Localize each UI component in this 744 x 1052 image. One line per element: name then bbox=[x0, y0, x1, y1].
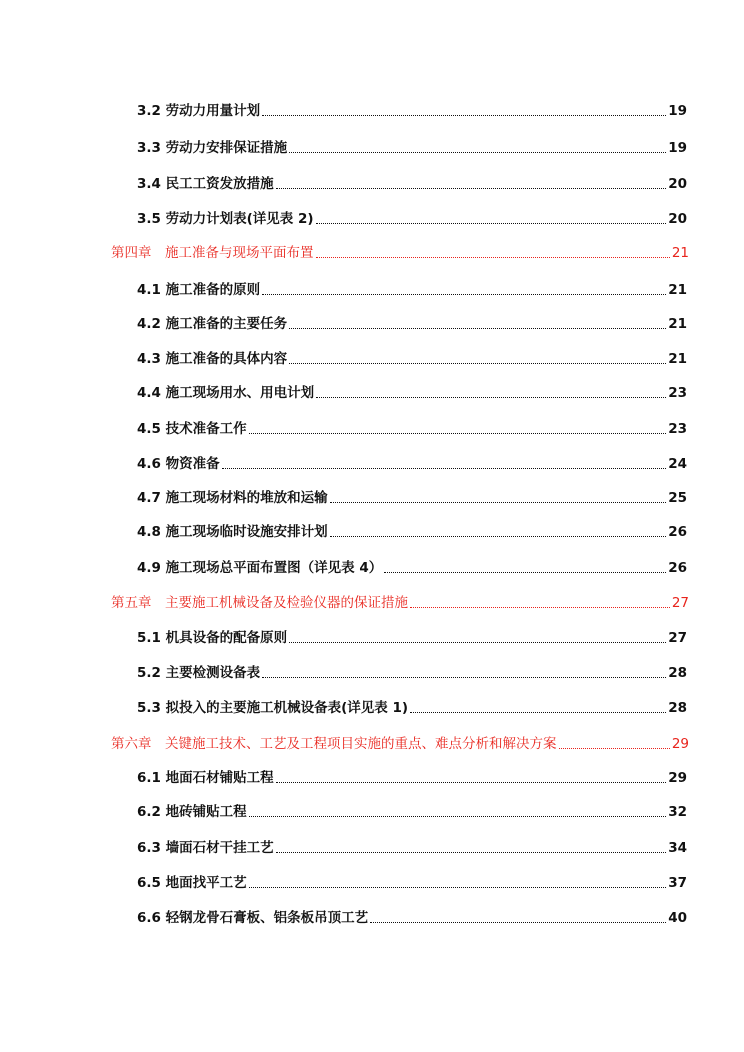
dot-leader bbox=[410, 607, 670, 608]
toc-entry-page: 28 bbox=[668, 665, 687, 681]
dot-leader bbox=[276, 188, 667, 189]
toc-entry[interactable] bbox=[137, 209, 687, 229]
toc-entry-title: 3.5 劳动力计划表(详见表 2) bbox=[137, 211, 314, 227]
dot-leader bbox=[330, 502, 667, 503]
toc-entry-page: 27 bbox=[668, 630, 687, 646]
toc-entry-title: 4.6 物资准备 bbox=[137, 456, 220, 472]
toc-entry[interactable] bbox=[137, 174, 687, 194]
toc-entry[interactable] bbox=[137, 280, 687, 300]
toc-entry[interactable] bbox=[137, 522, 687, 542]
dot-leader bbox=[276, 782, 667, 783]
toc-entry-page: 37 bbox=[668, 875, 687, 891]
toc-entry-page: 29 bbox=[671, 736, 689, 752]
dot-leader bbox=[316, 397, 666, 398]
toc-entry-page: 32 bbox=[668, 804, 687, 820]
dot-leader bbox=[330, 536, 667, 537]
dot-leader bbox=[276, 852, 667, 853]
toc-entry-page: 27 bbox=[671, 595, 689, 611]
toc-entry[interactable] bbox=[137, 698, 687, 718]
dot-leader bbox=[249, 887, 667, 888]
dot-leader bbox=[316, 223, 667, 224]
toc-entry[interactable] bbox=[137, 838, 687, 858]
toc-entry-page: 19 bbox=[668, 140, 687, 156]
dot-leader bbox=[370, 922, 666, 923]
toc-entry-page: 26 bbox=[668, 524, 687, 540]
toc-entry-page: 26 bbox=[668, 560, 687, 576]
toc-entry-page: 34 bbox=[668, 840, 687, 856]
toc-entry[interactable] bbox=[137, 663, 687, 683]
dot-leader bbox=[289, 363, 666, 364]
toc-chapter-entry[interactable] bbox=[111, 593, 689, 613]
toc-entry[interactable] bbox=[137, 768, 687, 788]
toc-entry[interactable] bbox=[137, 873, 687, 893]
toc-entry-page: 21 bbox=[671, 245, 689, 261]
toc-entry-page: 21 bbox=[668, 316, 687, 332]
toc-entry-page: 21 bbox=[668, 351, 687, 367]
toc-chapter-entry[interactable] bbox=[111, 243, 689, 263]
toc-entry-title: 3.4 民工工资发放措施 bbox=[137, 176, 274, 192]
dot-leader bbox=[289, 642, 666, 643]
toc-entry-title: 4.3 施工准备的具体内容 bbox=[137, 351, 288, 367]
toc-entry-page: 23 bbox=[668, 385, 687, 401]
toc-entry-title: 4.2 施工准备的主要任务 bbox=[137, 316, 288, 332]
toc-entry-title: 4.5 技术准备工作 bbox=[137, 421, 247, 437]
toc-entry[interactable] bbox=[137, 101, 687, 121]
toc-chapter-entry[interactable] bbox=[111, 734, 689, 754]
dot-leader bbox=[410, 712, 666, 713]
toc-entry-page: 25 bbox=[668, 490, 687, 506]
toc-entry-title: 3.2 劳动力用量计划 bbox=[137, 103, 261, 119]
toc-chapter-title: 第六章 关键施工技术、工艺及工程项目实施的重点、难点分析和解决方案 bbox=[111, 736, 557, 752]
toc-entry[interactable] bbox=[137, 908, 687, 928]
toc-entry-page: 21 bbox=[668, 282, 687, 298]
toc-entry[interactable] bbox=[137, 349, 687, 369]
toc-entry-title: 4.8 施工现场临时设施安排计划 bbox=[137, 524, 328, 540]
toc-entry-title: 6.6 轻钢龙骨石膏板、铝条板吊顶工艺 bbox=[137, 910, 369, 926]
toc-entry-page: 20 bbox=[668, 211, 687, 227]
toc-entry[interactable] bbox=[137, 454, 687, 474]
toc-entry-title: 5.3 拟投入的主要施工机械设备表(详见表 1) bbox=[137, 700, 409, 716]
dot-leader bbox=[249, 816, 667, 817]
dot-leader bbox=[262, 115, 666, 116]
toc-entry[interactable] bbox=[137, 419, 687, 439]
toc-entry-title: 5.2 主要检测设备表 bbox=[137, 665, 261, 681]
toc-entry-title: 4.1 施工准备的原则 bbox=[137, 282, 261, 298]
toc-entry-title: 3.3 劳动力安排保证措施 bbox=[137, 140, 288, 156]
toc-entry-page: 40 bbox=[668, 910, 687, 926]
toc-entry[interactable] bbox=[137, 314, 687, 334]
toc-entry-page: 28 bbox=[668, 700, 687, 716]
toc-entry[interactable] bbox=[137, 558, 687, 578]
toc-entry[interactable] bbox=[137, 138, 687, 158]
dot-leader bbox=[559, 748, 670, 749]
dot-leader bbox=[222, 468, 667, 469]
toc-chapter-title: 第四章 施工准备与现场平面布置 bbox=[111, 245, 314, 261]
dot-leader bbox=[262, 677, 666, 678]
dot-leader bbox=[262, 294, 666, 295]
toc-entry-page: 20 bbox=[668, 176, 687, 192]
toc-entry-title: 4.7 施工现场材料的堆放和运输 bbox=[137, 490, 328, 506]
toc-entry[interactable] bbox=[137, 383, 687, 403]
dot-leader bbox=[289, 152, 666, 153]
toc-entry[interactable] bbox=[137, 628, 687, 648]
toc-chapter-title: 第五章 主要施工机械设备及检验仪器的保证措施 bbox=[111, 595, 408, 611]
toc-entry-title: 4.4 施工现场用水、用电计划 bbox=[137, 385, 315, 401]
dot-leader bbox=[249, 433, 667, 434]
dot-leader bbox=[316, 257, 670, 258]
toc-entry-title: 6.5 地面找平工艺 bbox=[137, 875, 247, 891]
dot-leader bbox=[384, 572, 666, 573]
toc-entry-page: 29 bbox=[668, 770, 687, 786]
toc-entry-title: 6.1 地面石材铺贴工程 bbox=[137, 770, 274, 786]
toc-entry-title: 4.9 施工现场总平面布置图（详见表 4） bbox=[137, 560, 383, 576]
toc-entry-title: 6.2 地砖铺贴工程 bbox=[137, 804, 247, 820]
toc-entry-page: 19 bbox=[668, 103, 687, 119]
dot-leader bbox=[289, 328, 666, 329]
toc-entry-page: 24 bbox=[668, 456, 687, 472]
toc-entry-title: 6.3 墙面石材干挂工艺 bbox=[137, 840, 274, 856]
toc-entry[interactable] bbox=[137, 488, 687, 508]
toc-entry-page: 23 bbox=[668, 421, 687, 437]
toc-entry-title: 5.1 机具设备的配备原则 bbox=[137, 630, 288, 646]
toc-entry[interactable] bbox=[137, 802, 687, 822]
